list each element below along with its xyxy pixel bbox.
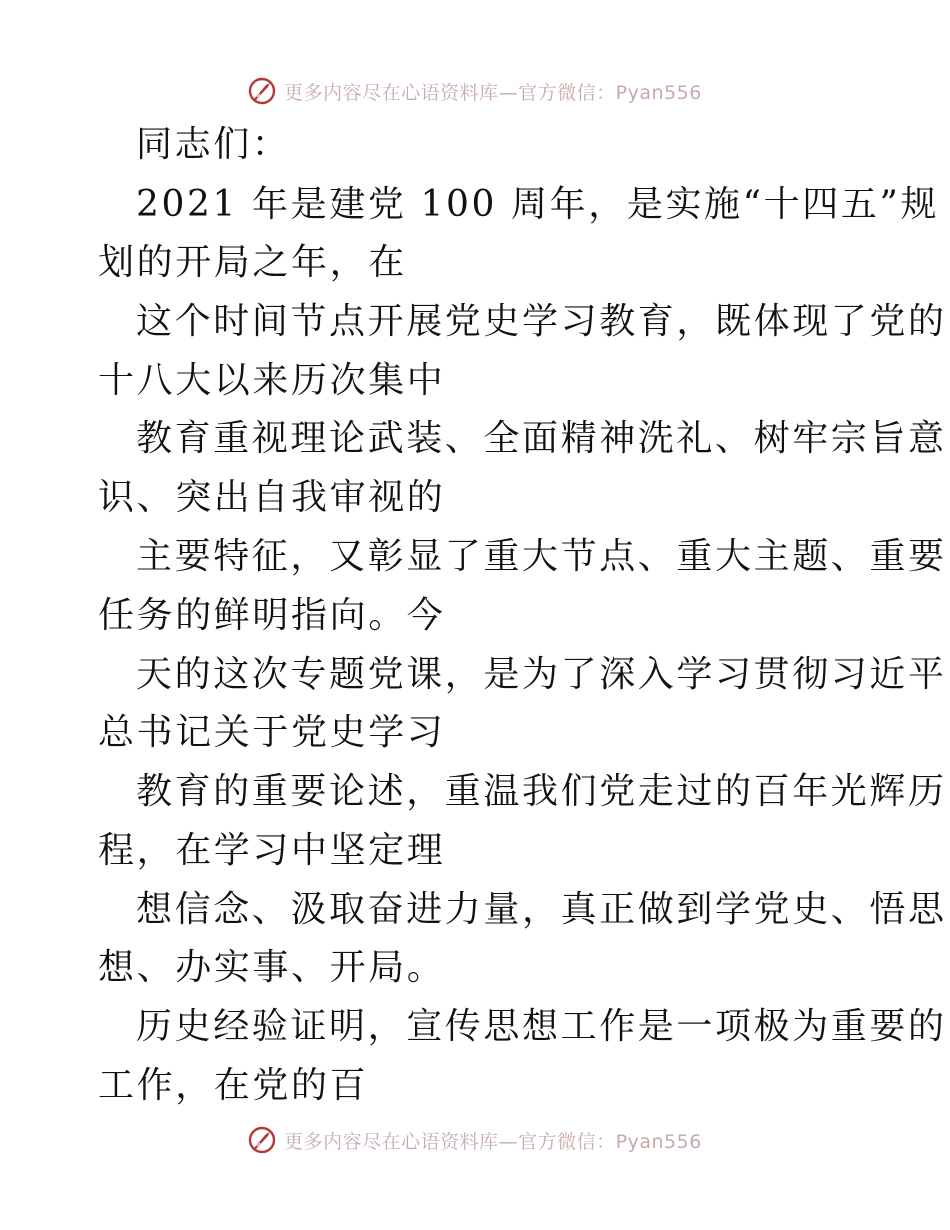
text-line: 历史经验证明，宣传思想工作是一项极为重要的 <box>136 1006 947 1047</box>
text-line: 天的这次专题党课，是为了深入学习贯彻习近平 <box>136 654 947 695</box>
text-line: 总书记关于党史学习 <box>98 712 446 753</box>
text-line: 想、办实事、开局。 <box>98 947 446 988</box>
header-banner <box>0 71 950 111</box>
text-line: 识、突出自我审视的 <box>98 477 446 518</box>
quill-pen-logo-icon <box>248 1126 276 1154</box>
quill-pen-logo-icon <box>248 77 276 105</box>
text-line: 任务的鲜明指向。今 <box>98 595 446 636</box>
text-line: 十八大以来历次集中 <box>98 360 446 401</box>
text-line: 划的开局之年，在 <box>98 242 407 283</box>
text-line: 同志们： <box>136 124 291 165</box>
banner-text: 更多内容尽在心语资料库—官方微信：Pyan556 <box>284 1130 702 1153</box>
text-line: 教育重视理论武装、全面精神洗礼、树牢宗旨意 <box>136 418 947 459</box>
text-line: 这个时间节点开展党史学习教育，既体现了党的 <box>136 301 947 342</box>
text-line: 教育的重要论述，重温我们党走过的百年光辉历 <box>136 771 947 812</box>
text-line: 工作，在党的百 <box>98 1065 369 1106</box>
text-line: 主要特征，又彰显了重大节点、重大主题、重要 <box>136 536 947 577</box>
text-line: 2021 年是建党 100 周年，是实施“十四五”规 <box>136 184 940 225</box>
banner-text: 更多内容尽在心语资料库—官方微信：Pyan556 <box>284 81 702 104</box>
footer-banner <box>0 1120 950 1160</box>
text-line: 程，在学习中坚定理 <box>98 830 446 871</box>
text-line: 想信念、汲取奋进力量，真正做到学党史、悟思 <box>136 889 947 930</box>
